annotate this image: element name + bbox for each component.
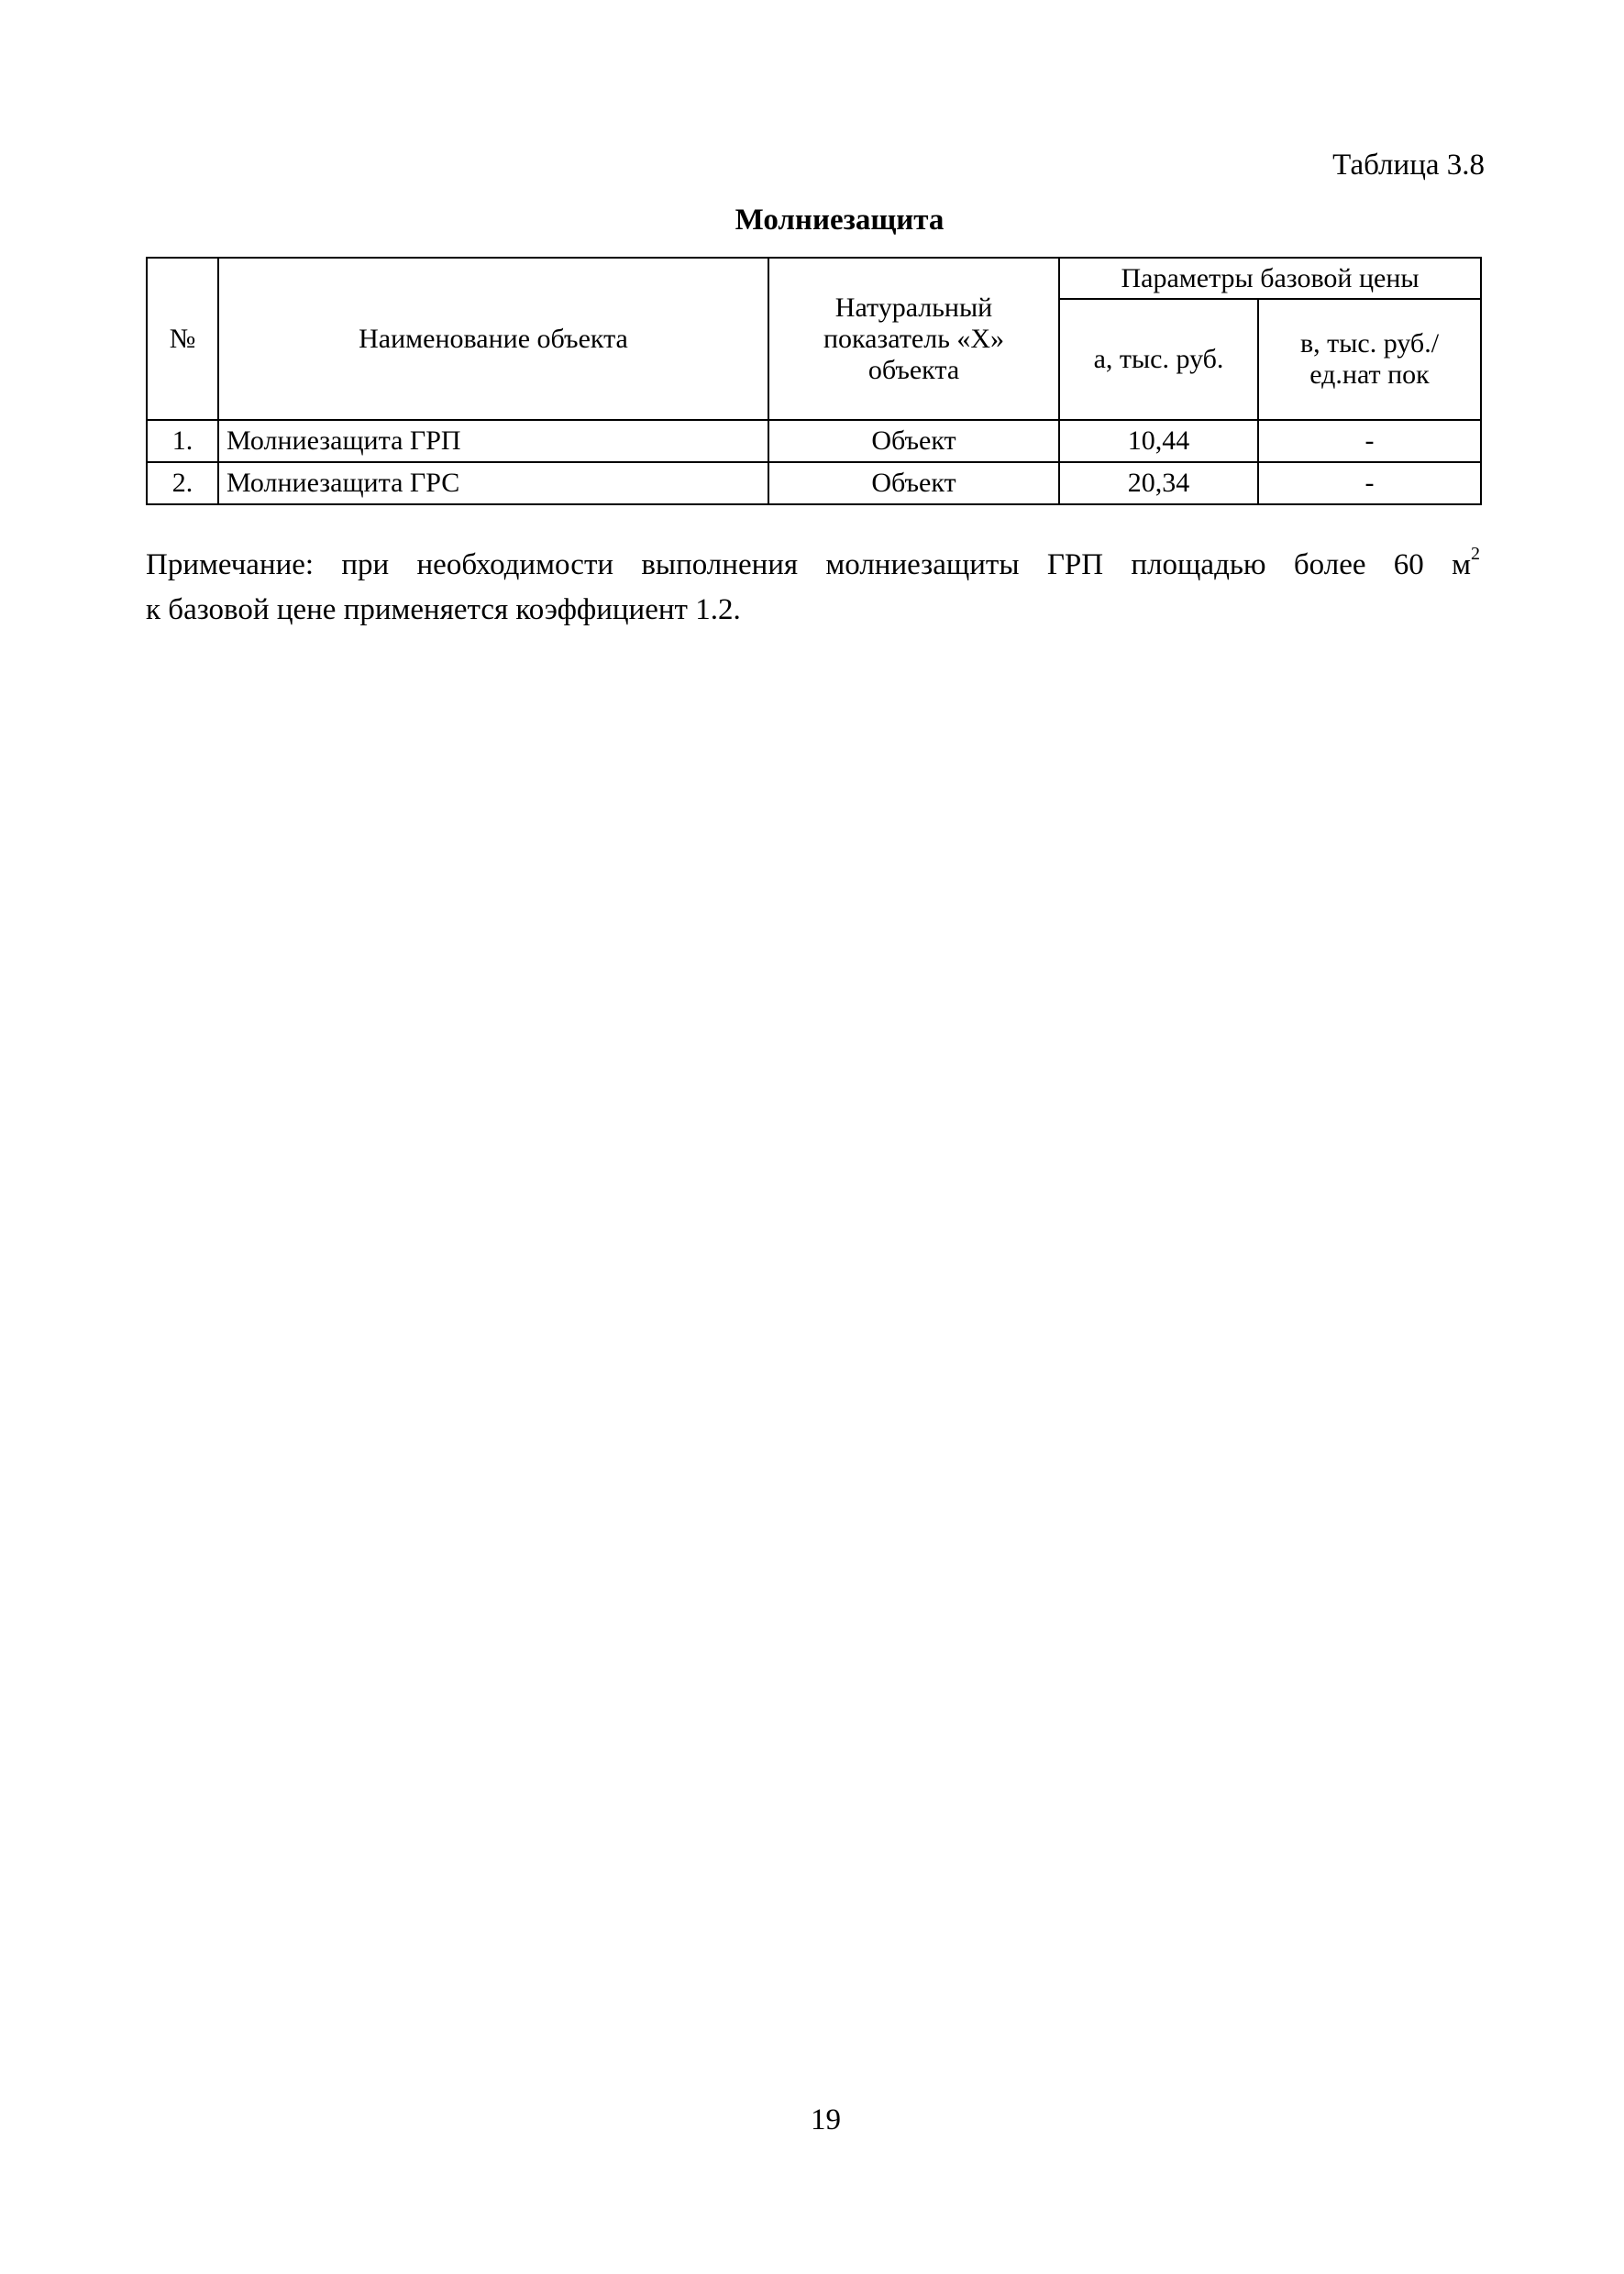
table-header-row	[147, 258, 1481, 299]
note-superscript: 2	[1471, 544, 1480, 564]
note-line-1	[146, 543, 1480, 588]
cell-name: Молниезащита ГРС	[218, 462, 768, 504]
price-table	[146, 257, 1482, 505]
note-line-2: к базовой цене применяется коэффициент 1.2.	[146, 593, 741, 626]
note-text: Примечание: при необходимости выполнения молниезащиты ГРП площадью более 60 м	[146, 548, 1471, 581]
page-number: 19	[811, 2103, 841, 2136]
table-note	[146, 543, 1480, 633]
header-a: а, тыс. руб.	[1059, 299, 1258, 420]
header-name: Наименование объекта	[218, 258, 768, 420]
cell-num: 2.	[147, 462, 218, 504]
cell-a: 20,34	[1059, 462, 1258, 504]
header-b: в, тыс. руб./ ед.нат пок	[1258, 299, 1481, 420]
header-num: №	[147, 258, 218, 420]
cell-natural: Объект	[768, 420, 1059, 462]
cell-num: 1.	[147, 420, 218, 462]
cell-a: 10,44	[1059, 420, 1258, 462]
cell-natural: Объект	[768, 462, 1059, 504]
header-params: Параметры базовой цены	[1059, 258, 1481, 299]
cell-b: -	[1258, 420, 1481, 462]
table-row	[147, 462, 1481, 504]
cell-name: Молниезащита ГРП	[218, 420, 768, 462]
header-natural: Натуральный показатель «X» объекта	[768, 258, 1059, 420]
table-number: Таблица 3.8	[1332, 149, 1485, 182]
table-row	[147, 420, 1481, 462]
cell-b: -	[1258, 462, 1481, 504]
table-title: Молниезащита	[735, 204, 945, 237]
